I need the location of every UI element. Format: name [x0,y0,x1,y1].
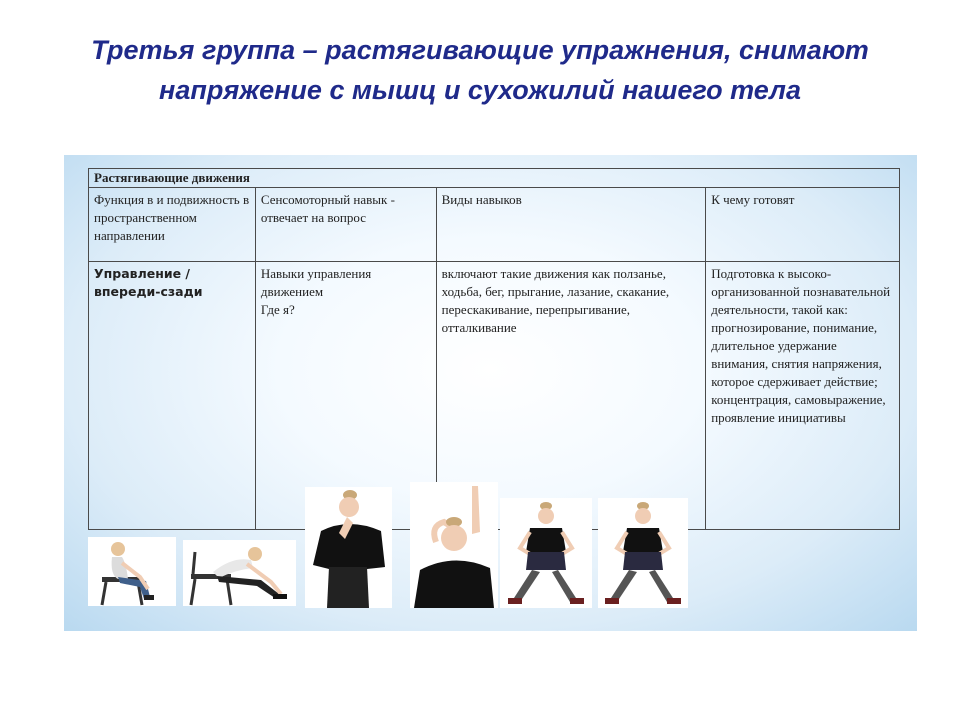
cell-function: Управление / впереди-сзади [89,262,256,530]
column-skill: Сенсомоторный навык - отвечает на вопрос [255,188,436,262]
side-lunge-figure-icon [500,498,592,608]
cell-skill-line2: Где я? [260,302,295,317]
standing-neck-stretch-figure-icon [305,487,392,608]
photo-side-lunge-2 [598,498,688,608]
cell-skill-line1: Навыки управления движением [260,266,372,299]
side-lunge-figure-icon [598,498,688,608]
seated-stretch-figure-icon [88,537,176,606]
chair-leg-stretch-figure-icon [183,540,296,606]
photo-side-lunge-1 [500,498,592,608]
cell-types: включают такие движения как ползанье, ходьба, бег, прыгание, лазание, скакание, перескакивание, перепрыгивание, отталкивание [436,262,706,530]
photo-chair-leg-stretch [183,540,296,606]
table-header-row [89,169,900,188]
stretching-table [88,168,900,530]
column-types: Виды навыков [436,188,706,262]
table-header: Растягивающие движения [89,169,900,188]
photo-neck-stretch [305,487,392,608]
photo-arm-overhead [410,482,498,608]
table-column-row [89,188,900,262]
arm-overhead-stretch-figure-icon [410,482,498,608]
column-function: Функция в и подвижность в пространственном направлении [89,188,256,262]
slide-title: Третья группа – растягивающие упражнения, снимают напряжение с мышц и сухожилий нашего тела [91,35,869,105]
cell-prepares: Подготовка к высоко-организованной познавательной деятельности, такой как: прогнозирование, понимание, длительное удержание внимания, снятия напряжения, которое сдерживает действие; концентрация, самовыражение, проявление инициативы [706,262,900,530]
photo-seated-stretch [88,537,176,606]
column-prepares: К чему готовят [706,188,900,262]
